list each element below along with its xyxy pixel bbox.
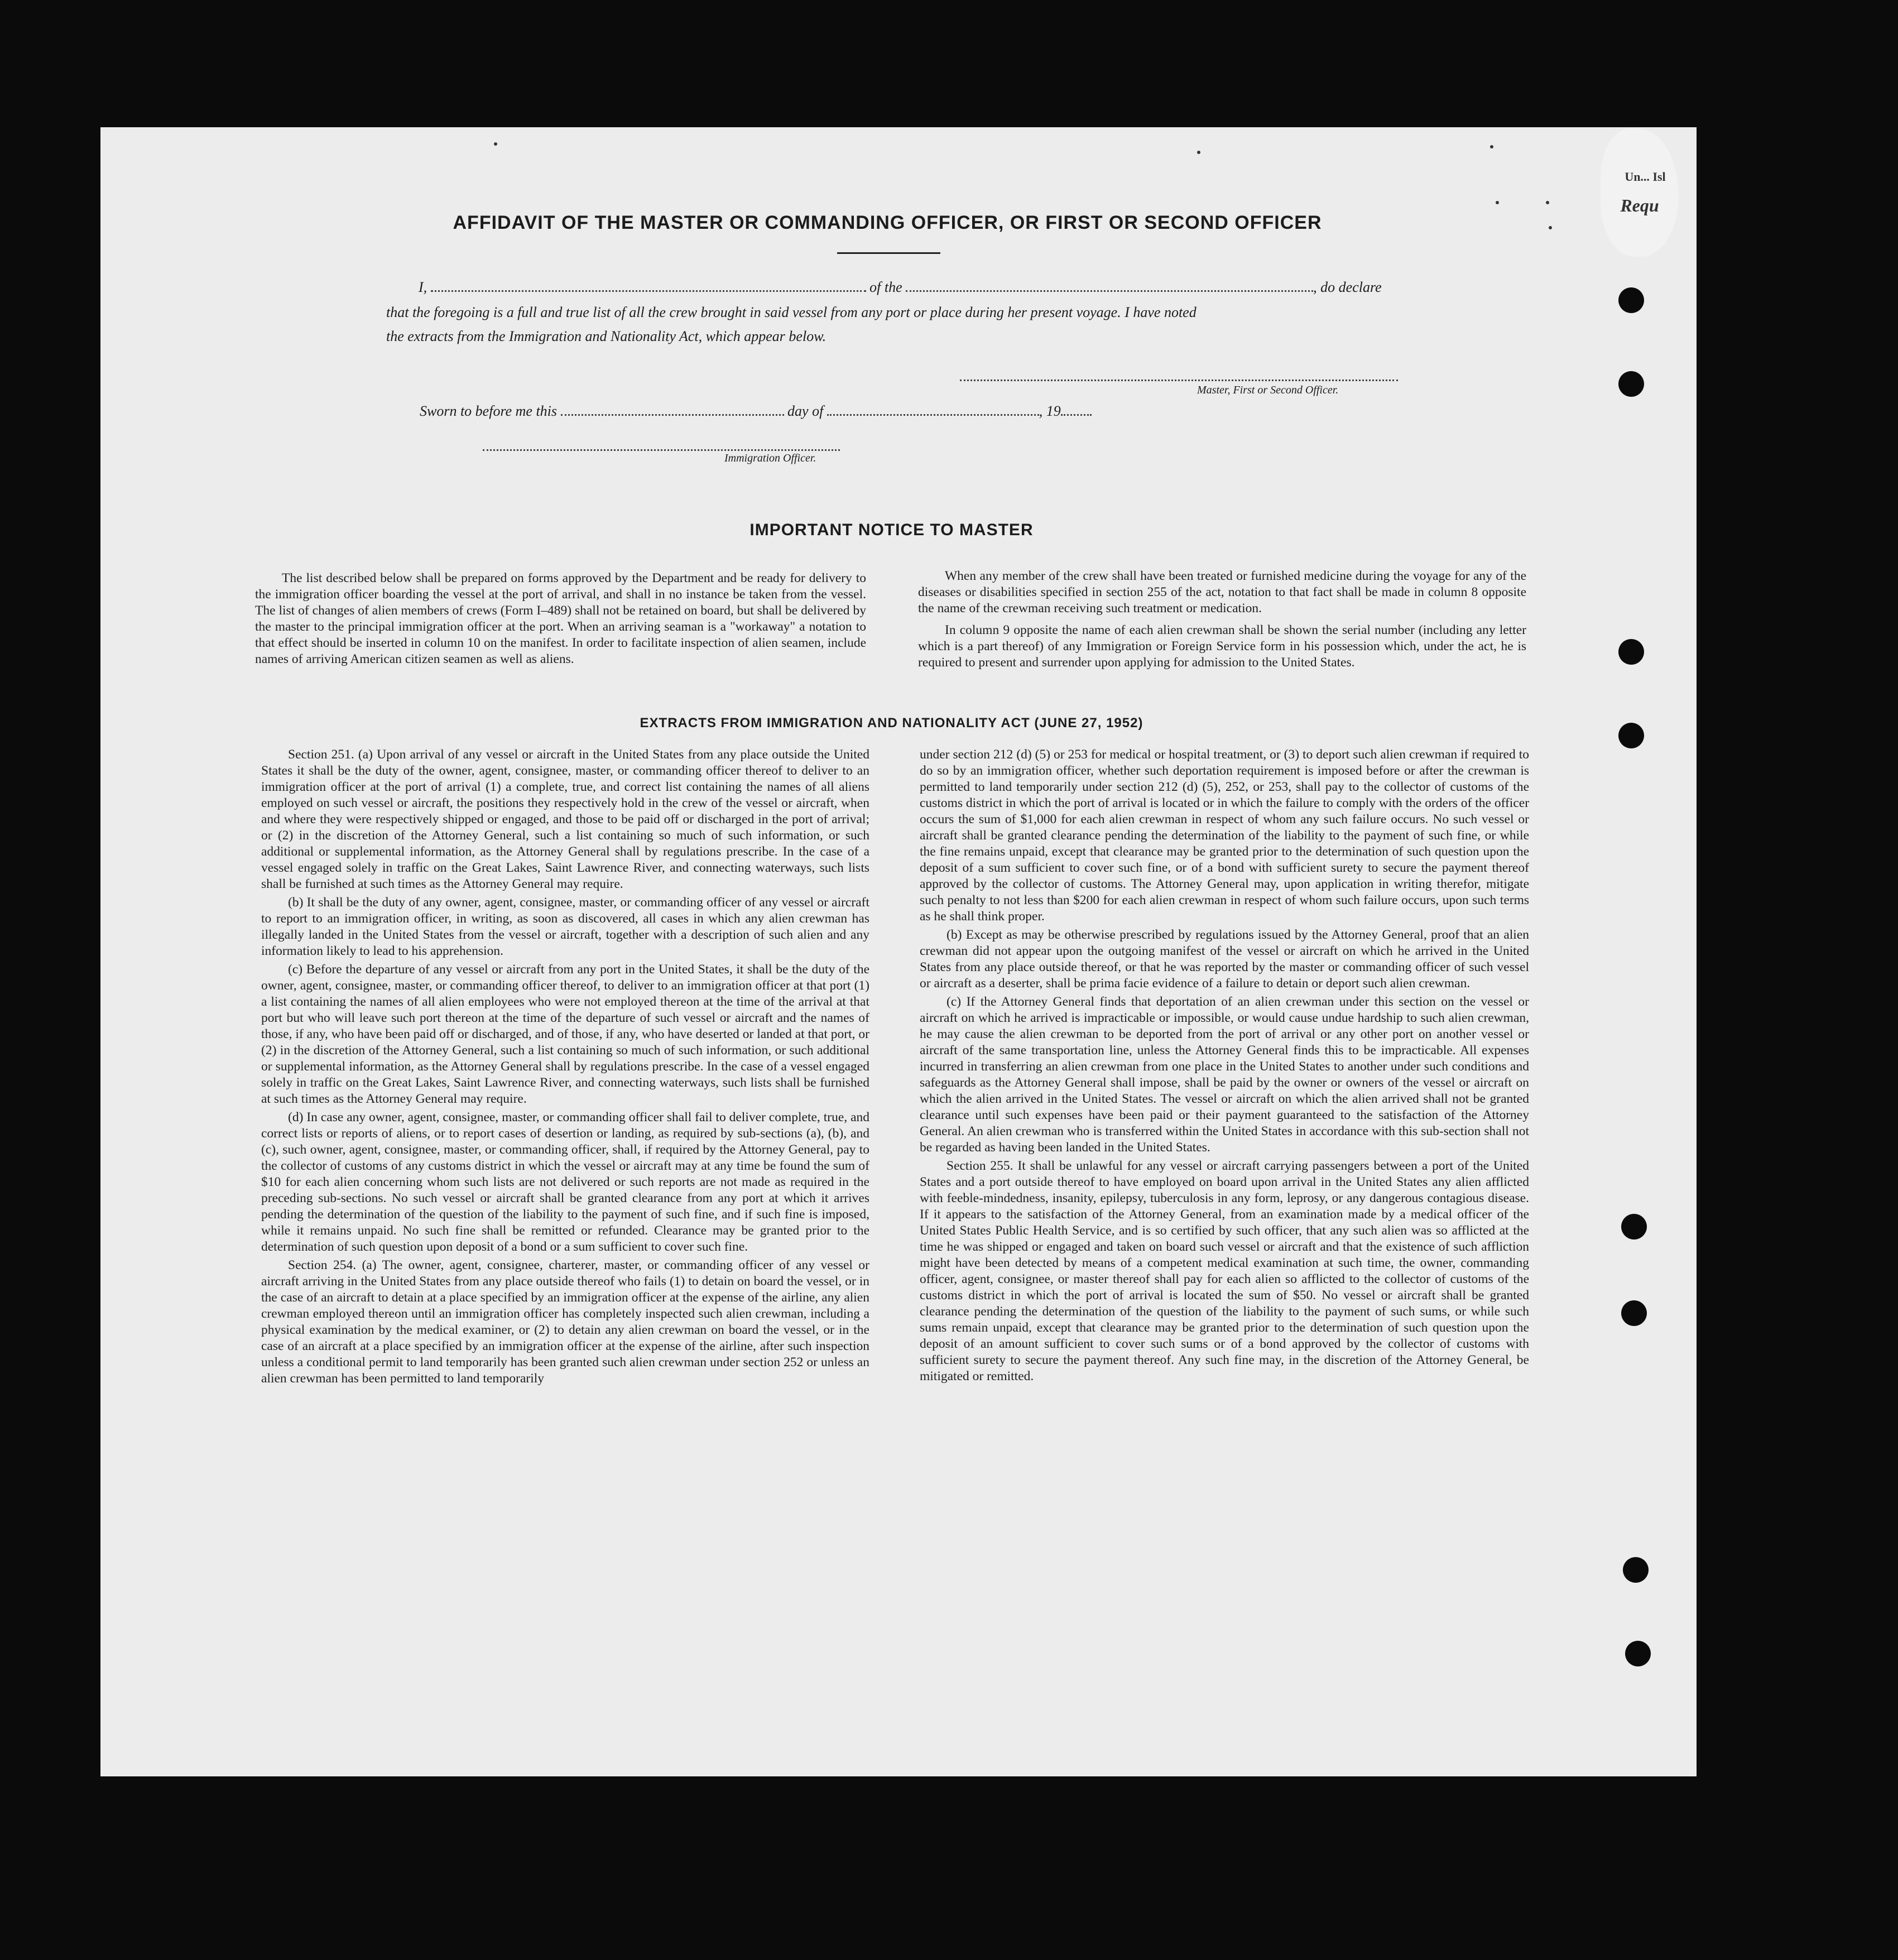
do-declare-label: , do declare xyxy=(1313,279,1382,295)
fragment-text-2: Requ xyxy=(1620,195,1659,215)
sworn-year-field[interactable] xyxy=(1061,414,1092,416)
scan-speck xyxy=(494,142,497,146)
sworn-line xyxy=(420,403,1092,420)
affidavit-title: AFFIDAVIT OF THE MASTER OR COMMANDING OFFICER, OR FIRST OR SECOND OFFICER xyxy=(453,212,1322,233)
affidavit-declaration-line xyxy=(419,279,1395,296)
scan-speck xyxy=(1490,145,1493,148)
scan-speck xyxy=(1496,201,1499,204)
extracts-right-column xyxy=(920,747,1529,1387)
scan-speck xyxy=(1197,151,1200,154)
extracts-left-column xyxy=(261,747,869,1389)
title-underline xyxy=(837,252,940,254)
notice-right-column xyxy=(918,568,1526,673)
day-of-label: day of xyxy=(787,403,824,419)
immigration-officer-caption: Immigration Officer. xyxy=(724,452,816,464)
binder-hole xyxy=(1623,1557,1649,1583)
fragment-text-1: Un... Isl xyxy=(1625,169,1666,184)
year-label: , 19 xyxy=(1039,403,1061,419)
notice-right-paragraph: When any member of the crew shall have been treated or furnished medicine during the voyage for any of the diseases or disabilities specified in section 255 of the act, notation to that fact shall be made in column 8 opposite the name of the crewman receiving such treatment or medication. xyxy=(918,569,1526,616)
extracts-heading: EXTRACTS FROM IMMIGRATION AND NATIONALITY ACT (JUNE 27, 1952) xyxy=(640,715,1143,731)
extract-paragraph: (c) If the Attorney General finds that deportation of an alien crewman under this section on the vessel or aircraft on which he arrived is impracticable or impossible, or would cause undue hardship to such alien crewman, he may cause the alien crewman to be deported from the port of arrival or any other port on another vessel or aircraft of the same transportation line, unless the Attorney General finds this to be impracticable. All expenses incurred in transferring an alien crewman from one place in the United States to another under such conditions and safeguards as the Attorney General shall impose, shall be paid by the owner or owners of the vessel or aircraft on which the alien arrived in the United States. The vessel or aircraft on which the alien arrived shall not be granted clearance until such expenses have been paid or their payment guaranteed to the satisfaction of the Attorney General. An alien crewman who is transferred within the United States in accordance with this sub-section shall not be regarded as having been landed in the United States. xyxy=(920,995,1529,1155)
notice-heading: IMPORTANT NOTICE TO MASTER xyxy=(749,521,1034,539)
of-the-label: of the xyxy=(869,279,902,295)
master-signature-caption: Master, First or Second Officer. xyxy=(1197,384,1339,396)
extract-paragraph: Section 255. It shall be unlawful for any vessel or aircraft carrying passengers between a port of the United States and a port outside thereof to have employed on board upon arrival in the United States any alien afflicted with feeble-mindedness, insanity, epilepsy, tuberculosis in any form, leprosy, or any dangerous contagious disease. If it appears to the satisfaction of the Attorney General, from an examination made by a medical officer of the United States Public Health Service, and is so certified by such officer, that any such alien was so afflicted at the time he was shipped or engaged and taken on board such vessel or aircraft and that the existence of such affliction might have been detected by means of a competent medical examination at such time, the owner, commanding officer, agent, consignee, or master thereof shall pay for each alien so afflicted to the collector of customs of the customs district in which the port of arrival is located the sum of $50. No vessel or aircraft shall be granted clearance pending the determination of the question of the liability to the payment of such sums, or while such sums remain unpaid, except that clearance may be granted prior to the determination of such question upon the deposit of an amount sufficient to cover such sums or of a bond approved by the collector of customs with sufficient surety to secure the payment thereof. Any such fine may, in the discretion of the Attorney General, be mitigated or remitted. xyxy=(920,1159,1529,1383)
scan-speck xyxy=(1546,201,1549,204)
vessel-name-field[interactable] xyxy=(906,290,1313,292)
binder-hole xyxy=(1618,371,1644,397)
affidavit-statement-line: that the foregoing is a full and true list of all the crew brought in said vessel from any port or place during her present voyage. I have noted xyxy=(386,304,1197,320)
master-signature-field[interactable] xyxy=(960,379,1398,381)
affidavit-statement-line-2: the extracts from the Immigration and Nationality Act, which appear below. xyxy=(386,328,827,344)
notice-left-paragraph: The list described below shall be prepared on forms approved by the Department and be ready for delivery to the immigration officer boarding the vessel at the port of arrival, and shall in no instance be taken from the vessel. The list of changes of alien members of crews (Form I–489) shall not be retained on board, but shall be delivered by the master to the principal immigration officer at the port. When an arriving seaman is a "workaway" a notation to that effect should be inserted in column 10 on the manifest. In order to facilitate inspection of alien seamen, include names of arriving American citizen seamen as well as aliens. xyxy=(255,571,866,666)
notice-right-paragraph: In column 9 opposite the name of each alien crewman shall be shown the serial number (including any letter which is a part thereof) of any Immigration or Foreign Service form in his possession which, under the act, he is required to present and surrender upon applying for admission to the United States. xyxy=(918,623,1526,670)
extract-paragraph: (d) In case any owner, agent, consignee, master, or commanding officer shall fail to deliver complete, true, and correct lists or reports of aliens, or to report cases of desertion or landing, as required by sub-sections (a), (b), and (c), such owner, agent, consignee, master, or commanding officer, shall, if required by the Attorney General, pay to the collector of customs of any customs district in which the vessel or aircraft may at any time be found the sum of $10 for each alien concerning whom such lists are not delivered or such reports are not made as required in the preceding sub-sections. No such vessel or aircraft shall be granted clearance from any port at which it arrives pending the determination of the question of the liability to the payment of such fine, and if such fine is imposed, while it remains unpaid. No such fine shall be remitted or refunded. Clearance may be granted prior to the determination of such question upon deposit of a bond or a sum sufficient to cover such fine. xyxy=(261,1110,869,1254)
binder-hole xyxy=(1618,639,1644,665)
extract-paragraph: under section 212 (d) (5) or 253 for medical or hospital treatment, or (3) to deport such alien crewman if required to do so by an immigration officer, whether such deportation requirement is imposed before or after the crewman is permitted to land temporarily under section 212 (d) (5), 252, or 253, shall pay to the collector of customs of the customs district in which the port of arrival is located or in which the failure to comply with the orders of the officer occurs the sum of $1,000 for each alien crewman in respect of whom any such failure occurs. No such vessel or aircraft shall be granted clearance pending the determination of the liability to the payment of such fine, or while the fine remains unpaid, except that clearance may be granted prior to the determination of such question upon the deposit of a sum sufficient to cover such fine, or of a bond with sufficient surety to secure the payment thereof approved by the collector of customs. The Attorney General may, upon application in writing therefor, mitigate such penalty to not less than $200 for each alien crewman in respect of whom such failure occurs, upon such terms as he shall think proper. xyxy=(920,747,1530,924)
sworn-month-field[interactable] xyxy=(827,414,1039,416)
binder-hole xyxy=(1618,287,1644,313)
declarant-label: I, xyxy=(419,279,427,295)
immigration-officer-signature-field[interactable] xyxy=(483,449,840,451)
extract-paragraph: (b) It shall be the duty of any owner, agent, consignee, master, or commanding officer of any vessel or aircraft to report to an immigration officer, in writing, as soon as discovered, all cases in which any alien crewman has illegally landed in the United States from the vessel or aircraft, together with a description of such alien and any information likely to lead to his apprehension. xyxy=(261,895,869,958)
declarant-name-field[interactable] xyxy=(431,290,866,292)
extract-paragraph: Section 254. (a) The owner, agent, consignee, charterer, master, or commanding officer of any vessel or aircraft arriving in the United States from any place outside thereof who fails (1) to detain on board the vessel, or in the case of an aircraft to detain at a place specified by an immigration officer at the expense of the airline, any alien crewman employed thereon until an immigration officer has completely inspected such alien crewman, including a physical examination by the medical examiner, or (2) to detain any alien crewman on board the vessel, or in the case of an aircraft at a place specified by an immigration officer at the expense of the airline, after such inspection unless a conditional permit to land temporarily has been granted such alien crewman under section 252 or unless an alien crewman has been permitted to land temporarily xyxy=(261,1258,869,1386)
extract-paragraph: (c) Before the departure of any vessel or aircraft from any port in the United States, it shall be the duty of the owner, agent, consignee, master, or commanding officer thereof, to deliver to an immigration officer at that port (1) a list containing the names of all alien employees who were not employed thereon at the time of the arrival at that port but who will leave such port thereon at the time of the departure of such vessel or aircraft and the names of those, if any, who have been paid off or discharged, and of those, if any, who have deserted or landed at that port, or (2) in the discretion of the Attorney General, such a list containing so much of such information, or such additional or supplemental information, as the Attorney General shall by regulations prescribe. In the case of a vessel engaged solely in traffic on the Great Lakes, Saint Lawrence River, and connecting waterways, such lists shall be furnished at such times as the Attorney General may require. xyxy=(261,962,869,1106)
extract-paragraph: Section 251. (a) Upon arrival of any vessel or aircraft in the United States from any place outside the United States it shall be the duty of the owner, agent, consignee, master, or commanding officer thereof to deliver to an immigration officer at the port of arrival (1) a complete, true, and correct list containing the names of all aliens employed on such vessel or aircraft, the positions they respectively hold in the crew of the vessel or aircraft, when and where they were respectively shipped or engaged, and those to be paid off or discharged in the port of arrival; or (2) in the discretion of the Attorney General, such a list containing so much of such information, or such additional or supplemental information, as the Attorney General shall by regulations prescribe. In the case of a vessel engaged solely in traffic on the Great Lakes, Saint Lawrence River, and connecting waterways, such lists shall be furnished at such times as the Attorney General may require. xyxy=(261,747,869,891)
sworn-day-field[interactable] xyxy=(561,414,784,416)
notice-left-column xyxy=(255,570,866,670)
binder-hole xyxy=(1621,1214,1647,1240)
binder-hole xyxy=(1625,1641,1651,1666)
binder-hole xyxy=(1621,1300,1647,1326)
extract-paragraph: (b) Except as may be otherwise prescribed by regulations issued by the Attorney General, proof that an alien crewman did not appear upon the outgoing manifest of the vessel or aircraft on which he arrived in the United States from any place outside thereof, or that he was reported by the master or commanding officer of such vessel or aircraft as a deserter, shall be prima facie evidence of a failure to detain or deport such alien crewman. xyxy=(920,928,1529,991)
sworn-label: Sworn to before me this xyxy=(420,403,558,419)
